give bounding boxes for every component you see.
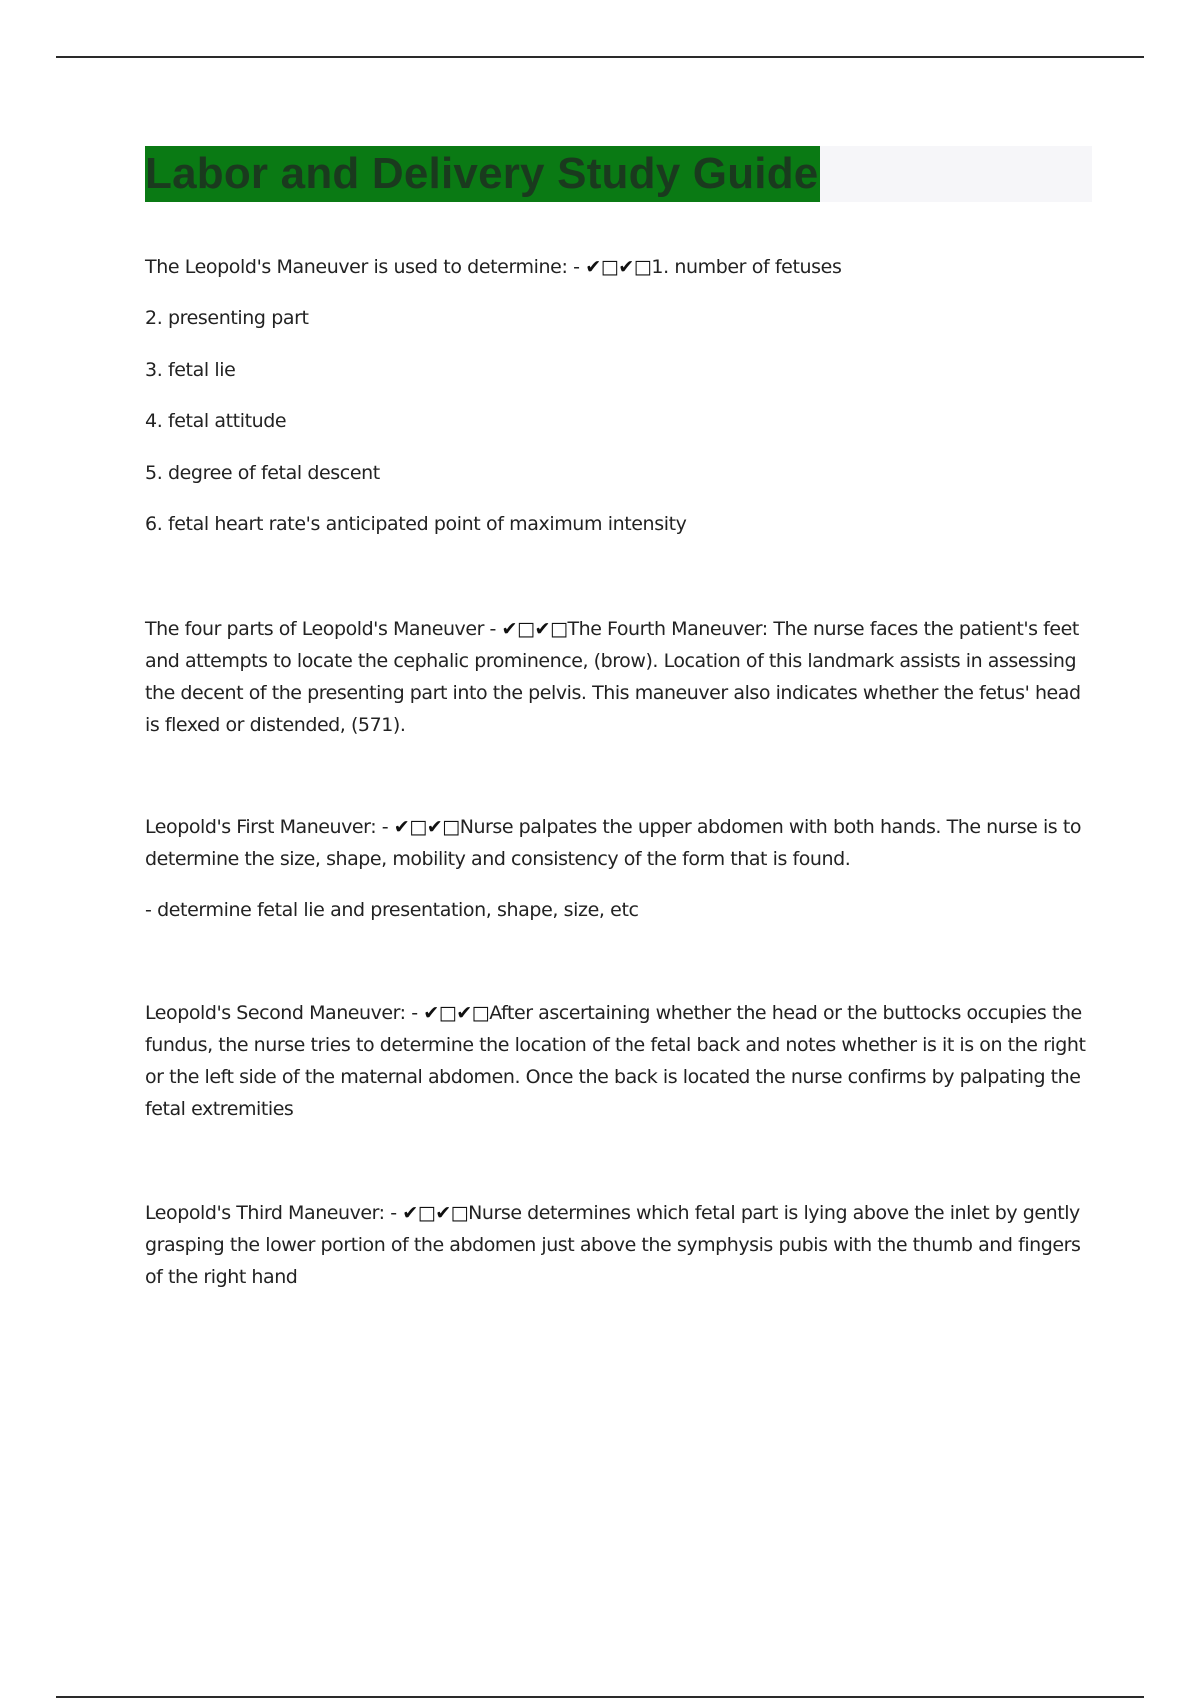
top-rule [56,56,1144,58]
q1-prompt: The Leopold's Maneuver is used to determine: - [145,256,586,278]
q5-prompt: Leopold's Third Maneuver: - [145,1202,403,1224]
q3-answer: Nurse palpates the upper abdomen with both hands. The nurse is to determine the size, shape, mobility and consistency of the form that is found. [145,816,1082,870]
q3-prompt: Leopold's First Maneuver: - [145,816,394,838]
q1-item-3: 3. fetal lie [145,359,236,381]
check-marks-icon: ✔□✔□ [585,256,652,278]
check-marks-icon: ✔□✔□ [501,618,568,640]
q1-answer-first: 1. number of fetuses [651,256,842,278]
q5-answer: Nurse determines which fetal part is lying above the inlet by gently grasping the lower portion of the abdomen just above the symphysis pubis with the thumb and fingers of the right hand [145,1202,1081,1288]
bottom-rule [56,1696,1144,1698]
q3-note: - determine fetal lie and presentation, shape, size, etc [145,899,639,921]
q2-prompt: The four parts of Leopold's Maneuver - [145,618,502,640]
page-title: Labor and Delivery Study Guide [145,149,819,198]
q1-item-6: 6. fetal heart rate's anticipated point of maximum intensity [145,513,687,535]
check-marks-icon: ✔□✔□ [402,1202,469,1224]
check-marks-icon: ✔□✔□ [393,816,460,838]
title-highlight [145,146,820,202]
check-marks-icon: ✔□✔□ [423,1002,490,1024]
q1-item-2: 2. presenting part [145,307,309,329]
q2-answer: The Fourth Maneuver: The nurse faces the patient's feet and attempts to locate the cephalic prominence, (brow). Location of this landmark assists in assessing the decent of the presenting part into the pelvis. This maneuver also indicates whether the fetus' head is flexed or distended, (571). [145,618,1081,736]
q4-paragraph [145,997,1093,1125]
q3-paragraph [145,811,1093,875]
q1-item-5: 5. degree of fetal descent [145,462,380,484]
q1-item-4: 4. fetal attitude [145,410,287,432]
q1-line [145,256,1090,278]
q5-paragraph [145,1197,1093,1293]
q2-paragraph [145,613,1093,741]
q4-prompt: Leopold's Second Maneuver: - [145,1002,424,1024]
q4-answer: After ascertaining whether the head or the buttocks occupies the fundus, the nurse tries to determine the location of the fetal back and notes whether is it is on the right or the left side of the maternal abdomen. Once the back is located the nurse confirms by palpating the fetal extremities [145,1002,1086,1120]
